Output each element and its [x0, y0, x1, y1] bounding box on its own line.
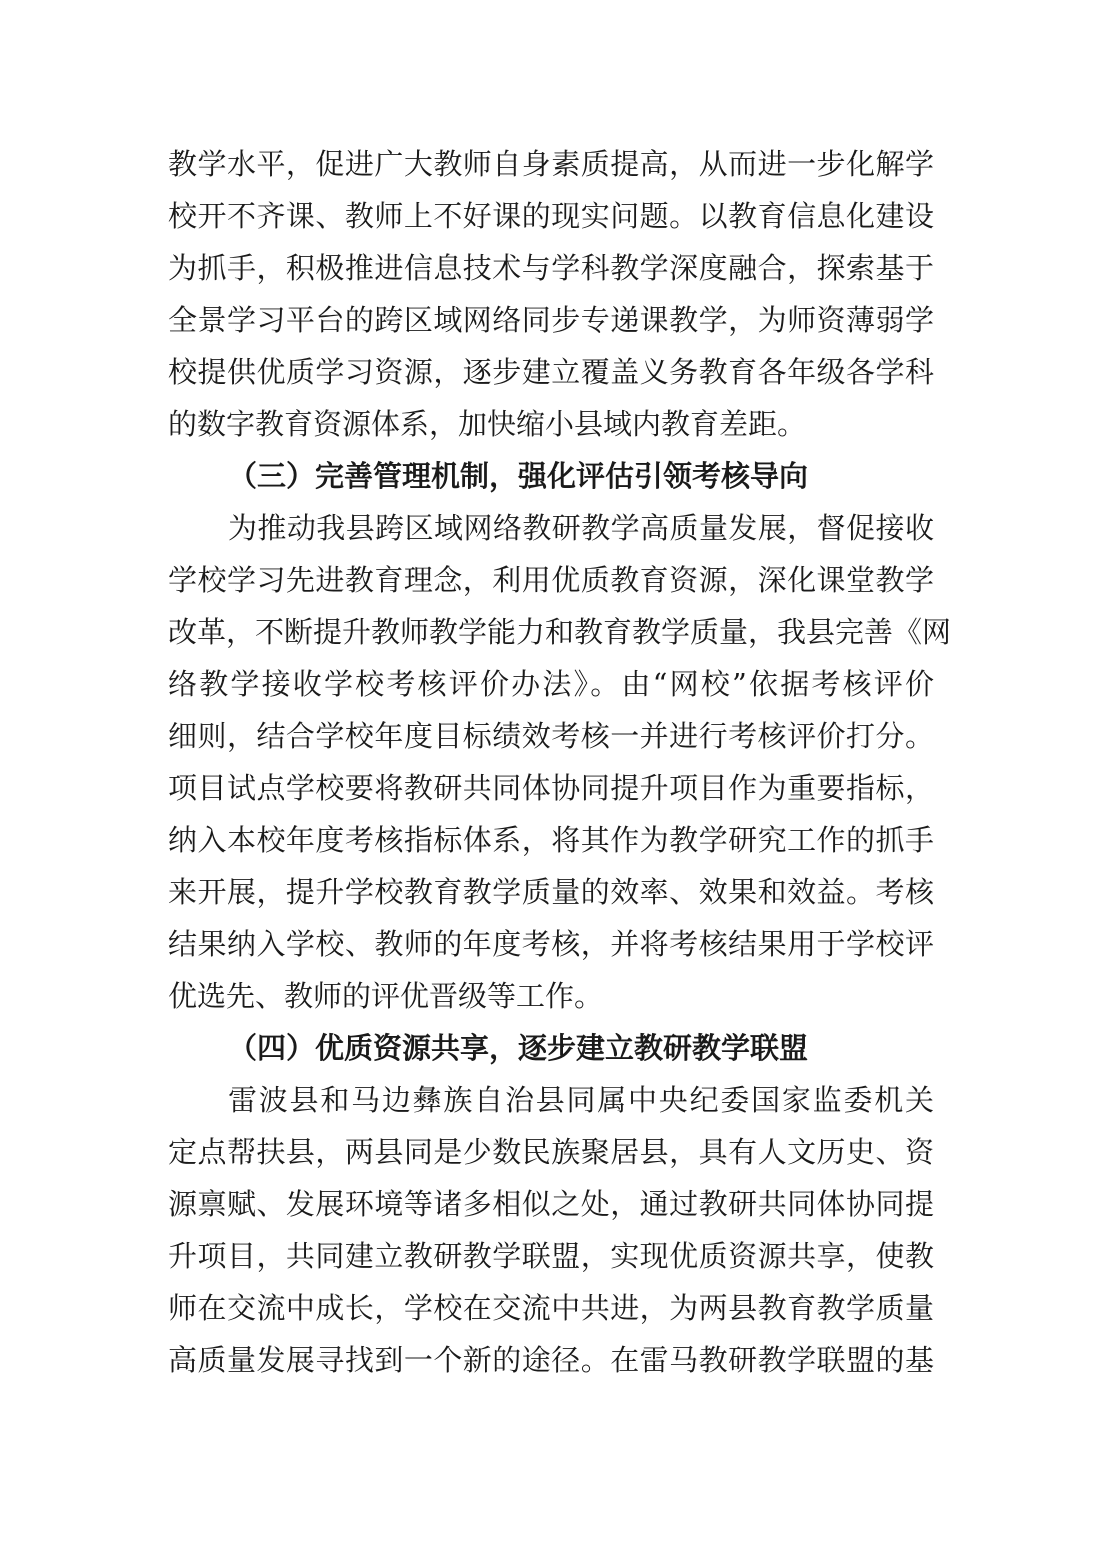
paragraph-line: 优选先、教师的评优晋级等工作。	[168, 979, 604, 1013]
paragraph-line: 升项目，共同建立教研教学联盟，实现优质资源共享，使教	[168, 1239, 934, 1273]
paragraph-line: 定点帮扶县，两县同是少数民族聚居县，具有人文历史、资	[168, 1135, 934, 1169]
paragraph-line: 校开不齐课、教师上不好课的现实问题。以教育信息化建设	[168, 199, 934, 233]
paragraph-line: 源禀赋、发展环境等诸多相似之处，通过教研共同体协同提	[168, 1187, 934, 1221]
paragraph-line: 纳入本校年度考核指标体系，将其作为教学研究工作的抓手	[168, 823, 934, 857]
section-heading-3: （三）完善管理机制，强化评估引领考核导向	[228, 459, 809, 493]
paragraph-line: 为抓手，积极推进信息技术与学科教学深度融合，探索基于	[168, 251, 934, 285]
paragraph-line: 为推动我县跨区域网络教研教学高质量发展，督促接收	[228, 511, 934, 545]
paragraph-line: 来开展，提升学校教育教学质量的效率、效果和效益。考核	[168, 875, 934, 909]
paragraph-line: 雷波县和马边彝族自治县同属中央纪委国家监委机关	[228, 1083, 934, 1117]
paragraph-line: 改革，不断提升教师教学能力和教育教学质量，我县完善《网	[168, 615, 952, 649]
paragraph-line: 络教学接收学校考核评价办法》。由“网校”依据考核评价	[168, 667, 934, 701]
paragraph-line: 学校学习先进教育理念，利用优质教育资源，深化课堂教学	[168, 563, 934, 597]
paragraph-line: 师在交流中成长，学校在交流中共进，为两县教育教学质量	[168, 1291, 934, 1325]
paragraph-line: 细则，结合学校年度目标绩效考核一并进行考核评价打分。	[168, 719, 934, 753]
paragraph-line: 全景学习平台的跨区域网络同步专递课教学，为师资薄弱学	[168, 303, 934, 337]
paragraph-line: 校提供优质学习资源，逐步建立覆盖义务教育各年级各学科	[168, 355, 934, 389]
paragraph-line: 高质量发展寻找到一个新的途径。在雷马教研教学联盟的基	[168, 1343, 934, 1377]
paragraph-line: 结果纳入学校、教师的年度考核，并将考核结果用于学校评	[168, 927, 934, 961]
paragraph-line: 项目试点学校要将教研共同体协同提升项目作为重要指标，	[168, 771, 934, 805]
paragraph-line: 教学水平，促进广大教师自身素质提高，从而进一步化解学	[168, 147, 934, 181]
section-heading-4: （四）优质资源共享，逐步建立教研教学联盟	[228, 1031, 809, 1065]
paragraph-line: 的数字教育资源体系，加快缩小县域内教育差距。	[168, 407, 807, 441]
